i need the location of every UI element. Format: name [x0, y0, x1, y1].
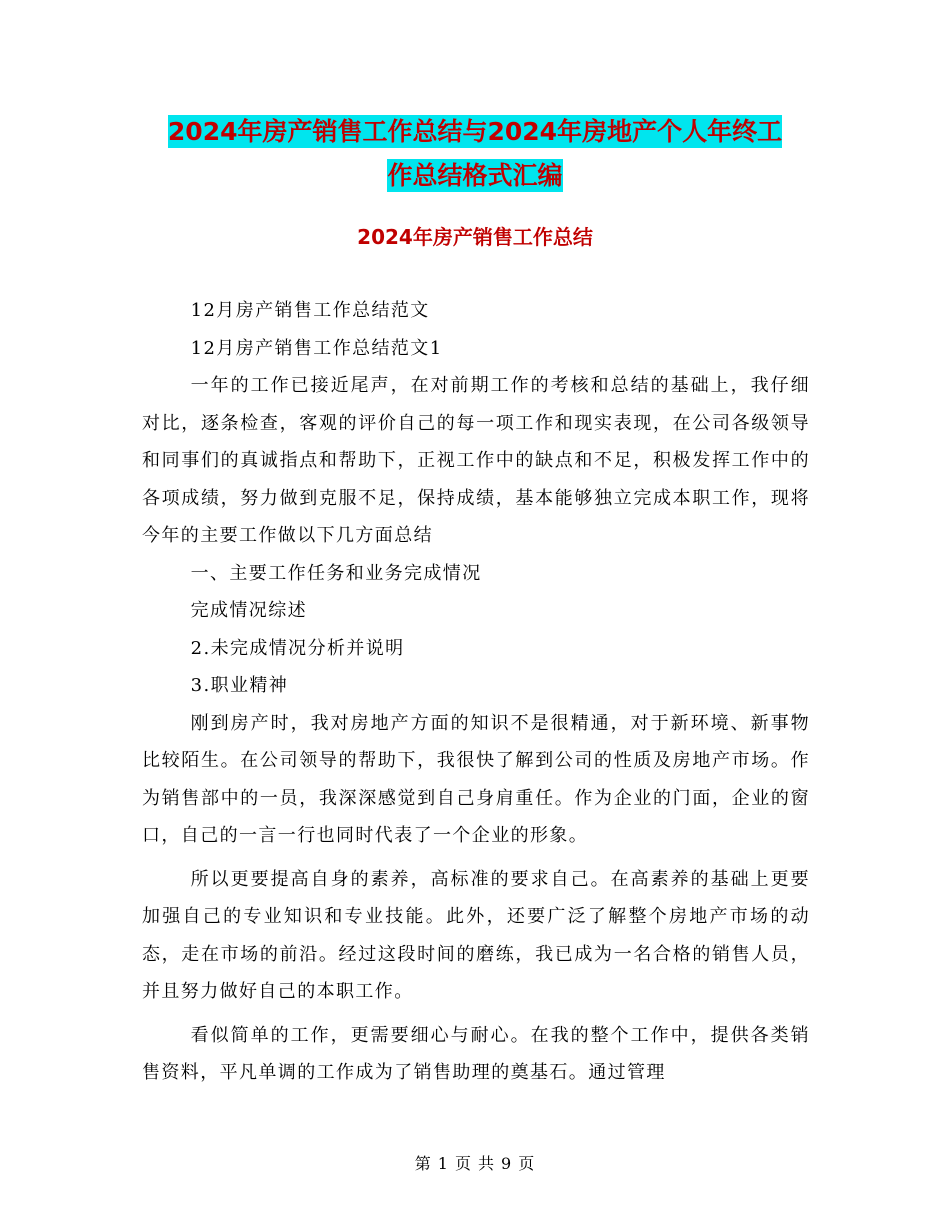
footer-prefix: 第 [414, 1154, 432, 1173]
footer-suffix: 页 [518, 1154, 536, 1173]
paragraph: 12月房产销售工作总结范文 [190, 300, 430, 321]
document-title [0, 110, 950, 198]
paragraph: 一、主要工作任务和业务完成情况 [190, 562, 482, 584]
document-title-line-2: 作总结格式汇编 [387, 161, 563, 190]
footer-middle: 页 共 [454, 1154, 496, 1173]
paragraph: 看似简单的工作，更需要细心与耐心。在我的整个工作中，提供各类销售资料，平凡单调的工作成为了销售助理的奠基石。通过管理 [142, 1024, 810, 1083]
paragraph: 刚到房产时，我对房地产方面的知识不是很精通，对于新环境、新事物比较陌生。在公司领导的帮助下，我很快了解到公司的性质及房地产市场。作为销售部中的一员，我深深感觉到自己身肩重任。作为企业的门面，企业的窗口，自己的一言一行也同时代表了一个企业的形象。 [142, 712, 810, 846]
paragraph: 一年的工作已接近尾声，在对前期工作的考核和总结的基础上，我仔细对比，逐条检查，客观的评价自己的每一项工作和现实表现，在公司各级领导和同事们的真诚指点和帮助下，正视工作中的缺点和不足，积极发挥工作中的各项成绩，努力做到克服不足，保持成绩，基本能够独立完成本职工作，现将今年的主要工作做以下几方面总结 [142, 375, 810, 546]
paragraph: 12月房产销售工作总结范文1 [190, 337, 443, 359]
total-page-count: 9 [501, 1154, 513, 1173]
paragraph: 完成情况综述 [190, 600, 307, 621]
paragraph: 3.职业精神 [190, 675, 289, 696]
page-footer [0, 1152, 950, 1176]
paragraph: 2.未完成情况分析并说明 [190, 637, 405, 659]
section-title: 2024年房产销售工作总结 [357, 225, 593, 249]
document-title-line-1: 2024年房产销售工作总结与2024年房地产个人年终工 [167, 117, 783, 146]
paragraph: 所以更要提高自身的素养，高标准的要求自己。在高素养的基础上更要加强自己的专业知识和专业技能。此外，还要广泛了解整个房地产市场的动态，走在市场的前沿。经过这段时间的磨练，我已成为一名合格的销售人员，并且努力做好自己的本职工作。 [142, 868, 810, 1002]
current-page-number: 1 [437, 1154, 449, 1173]
document-body [142, 292, 810, 1092]
